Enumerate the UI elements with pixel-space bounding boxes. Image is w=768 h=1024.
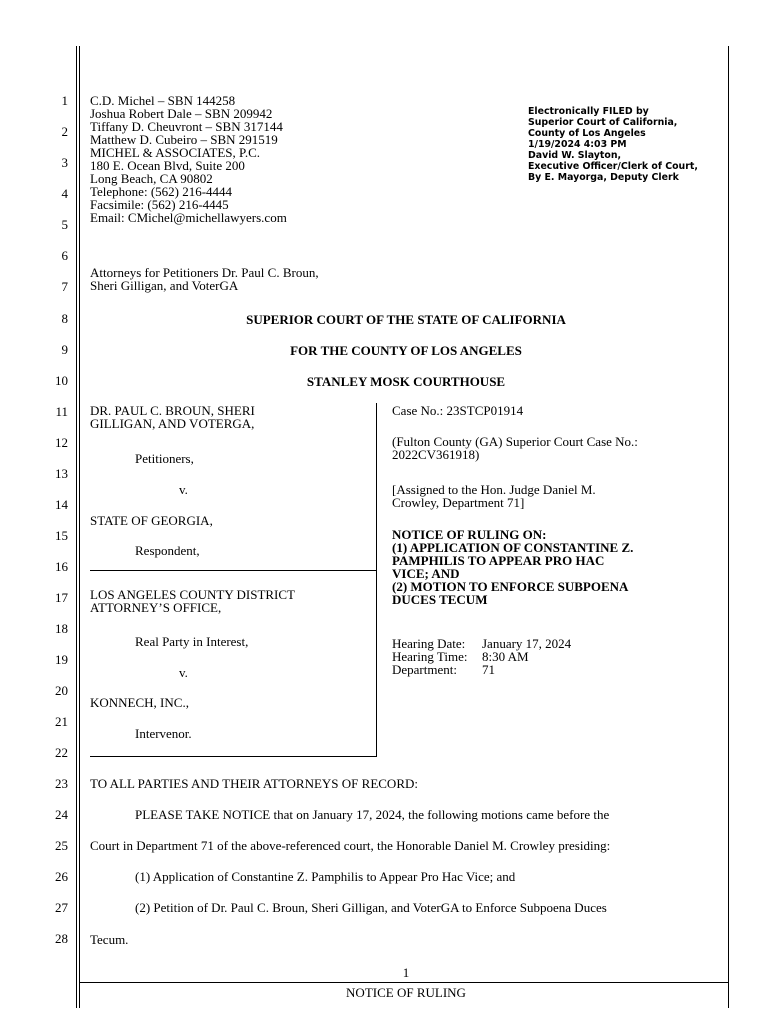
intervenor-name: KONNECH, INC.,	[90, 695, 189, 710]
attorney-line: Telephone: (562) 216-4444	[90, 184, 233, 199]
attorneys-for-line: Sheri Gilligan, and VoterGA	[90, 278, 239, 293]
line-number: 16	[55, 559, 68, 574]
body-line: Court in Department 71 of the above-referenced court, the Honorable Daniel M. Crowley presiding:	[90, 838, 611, 853]
line-number: 5	[61, 217, 68, 232]
line-number: 23	[55, 776, 68, 791]
line-number: 26	[55, 869, 68, 884]
attorney-line: Joshua Robert Dale – SBN 209942	[90, 106, 273, 121]
department: 71	[482, 662, 495, 677]
attorneys-for-line: Attorneys for Petitioners Dr. Paul C. Broun,	[90, 265, 319, 280]
body-line: (2) Petition of Dr. Paul C. Broun, Sheri Gilligan, and VoterGA to Enforce Subpoena Duces	[135, 900, 607, 915]
line-number: 8	[61, 311, 68, 326]
left-margin-rule-outer	[76, 46, 77, 1008]
intervenor-label: Intervenor.	[135, 726, 192, 741]
body-line: TO ALL PARTIES AND THEIR ATTORNEYS OF RECORD:	[90, 776, 418, 791]
stamp-line: David W. Slayton,	[528, 150, 622, 161]
page-number: 1	[402, 965, 410, 980]
line-number: 15	[55, 528, 68, 543]
line-number: 6	[61, 248, 68, 263]
department-label: Department:	[392, 662, 457, 677]
hearing-date: January 17, 2024	[482, 636, 572, 651]
line-number: 27	[55, 900, 68, 915]
line-number: 24	[55, 807, 68, 822]
notice-title-line: PAMPHILIS TO APPEAR PRO HAC	[392, 553, 605, 568]
courthouse-heading: STANLEY MOSK COURTHOUSE	[306, 374, 506, 389]
notice-title-line: (1) APPLICATION OF CONSTANTINE Z.	[392, 540, 634, 555]
caption-bottom-rule	[90, 756, 376, 757]
versus: v.	[179, 665, 188, 680]
attorney-line: Matthew D. Cubeiro – SBN 291519	[90, 132, 278, 147]
left-margin-rule-inner	[79, 46, 80, 1008]
body-line: Tecum.	[90, 932, 129, 947]
stamp-line: Superior Court of California,	[528, 117, 678, 128]
hearing-date-label: Hearing Date:	[392, 636, 466, 651]
line-number: 22	[55, 745, 68, 760]
real-party-name: ATTORNEY’S OFFICE,	[90, 600, 222, 615]
notice-title-line: DUCES TECUM	[392, 592, 488, 607]
real-party-label: Real Party in Interest,	[135, 634, 249, 649]
line-number: 17	[55, 590, 68, 605]
line-number: 20	[55, 683, 68, 698]
line-number: 14	[55, 497, 68, 512]
line-number: 10	[55, 373, 68, 388]
court-heading: SUPERIOR COURT OF THE STATE OF CALIFORNIA	[246, 312, 566, 327]
attorney-line: Tiffany D. Cheuvront – SBN 317144	[90, 119, 283, 134]
respondent-name: STATE OF GEORGIA,	[90, 513, 213, 528]
hearing-time-label: Hearing Time:	[392, 649, 468, 664]
right-margin-rule	[728, 46, 729, 1008]
caption-vertical-rule	[376, 403, 377, 757]
attorney-line: Long Beach, CA 90802	[90, 171, 213, 186]
hearing-time: 8:30 AM	[482, 649, 529, 664]
stamp-line: Electronically FILED by	[528, 106, 649, 117]
line-number: 9	[61, 342, 68, 357]
stamp-line: County of Los Angeles	[528, 128, 646, 139]
attorney-line: C.D. Michel – SBN 144258	[90, 93, 236, 108]
body-line: PLEASE TAKE NOTICE that on January 17, 2024, the following motions came before the	[135, 807, 610, 822]
footer-rule	[79, 982, 729, 983]
petitioners-name: DR. PAUL C. BROUN, SHERI	[90, 403, 255, 418]
line-number: 4	[61, 186, 68, 201]
case-number: Case No.: 23STCP01914	[392, 403, 524, 418]
attorney-email: Email: CMichel@michellawyers.com	[90, 210, 287, 225]
attorney-line: Facsimile: (562) 216-4445	[90, 197, 229, 212]
stamp-line: Executive Officer/Clerk of Court,	[528, 161, 698, 172]
fulton-case-line: 2022CV361918)	[392, 447, 480, 462]
assigned-judge-line: Crowley, Department 71]	[392, 495, 525, 510]
line-number: 18	[55, 621, 68, 636]
line-number: 28	[55, 931, 68, 946]
petitioners-name: GILLIGAN, AND VOTERGA,	[90, 416, 255, 431]
line-number: 21	[55, 714, 68, 729]
attorney-line: 180 E. Ocean Blvd, Suite 200	[90, 158, 245, 173]
stamp-line: By E. Mayorga, Deputy Clerk	[528, 172, 679, 183]
petitioners-label: Petitioners,	[135, 451, 194, 466]
line-number: 1	[61, 93, 68, 108]
attorney-line: MICHEL & ASSOCIATES, P.C.	[90, 145, 260, 160]
line-number: 12	[55, 435, 68, 450]
fulton-case-line: (Fulton County (GA) Superior Court Case No.:	[392, 434, 638, 449]
line-number: 7	[61, 279, 68, 294]
respondent-label: Respondent,	[135, 543, 200, 558]
line-number: 11	[55, 404, 68, 419]
body-line: (1) Application of Constantine Z. Pamphilis to Appear Pro Hac Vice; and	[135, 869, 516, 884]
line-number: 2	[61, 124, 68, 139]
caption-divider	[90, 570, 376, 571]
line-number: 13	[55, 466, 68, 481]
notice-title-line: (2) MOTION TO ENFORCE SUBPOENA	[392, 579, 629, 594]
stamp-line: 1/19/2024 4:03 PM	[528, 139, 627, 150]
notice-title-line: NOTICE OF RULING ON:	[392, 527, 547, 542]
filing-stamp	[528, 106, 698, 183]
county-heading: FOR THE COUNTY OF LOS ANGELES	[290, 343, 522, 358]
line-number: 3	[61, 155, 68, 170]
real-party-name: LOS ANGELES COUNTY DISTRICT	[90, 587, 295, 602]
assigned-judge-line: [Assigned to the Hon. Judge Daniel M.	[392, 482, 596, 497]
line-number: 25	[55, 838, 68, 853]
versus: v.	[179, 482, 188, 497]
notice-title-line: VICE; AND	[392, 566, 460, 581]
footer-title: NOTICE OF RULING	[346, 985, 466, 1000]
line-number: 19	[55, 652, 68, 667]
